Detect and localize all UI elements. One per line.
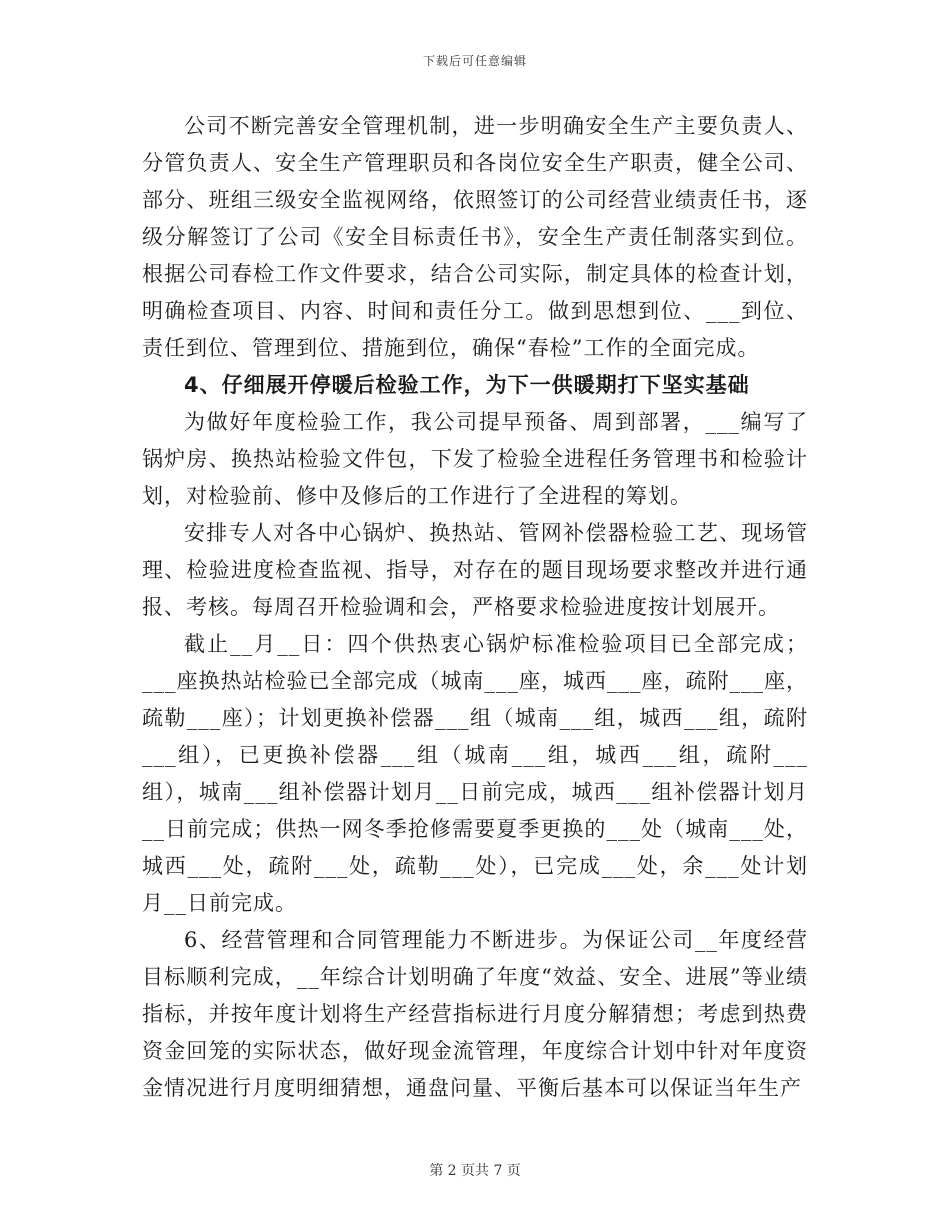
paragraph-safety-mechanism: 公司不断完善安全管理机制，进一步明确安全生产主要负责人、分管负责人、安全生产管理职员和各岗位安全生产职责，健全公司、部分、班组三级安全监视网络，依照签订的公司经营业绩责任书，逐级分解签订了公司《安全目标责任书》，安全生产责任制落实到位。根据公司春检工作文件要求，结合公司实际，制定具体的检查计划，明确检查项目、内容、时间和责任分工。做到思想到位、___到位、责任到位、管理到位、措施到位，确保“春检”工作的全面完成。	[142, 114, 808, 360]
paragraph-annual-inspection: 为做好年度检验工作，我公司提早预备、周到部署，___编写了锅炉房、换热站检验文件包，下发了检验全进程任务管理书和检验计划，对检验前、修中及修后的工作进行了全进程的筹划。	[142, 410, 808, 508]
paragraph-operations-management: 6、经营管理和合同管理能力不断进步。为保证公司__年度经营目标顺利完成，__年综合计划明确了年度“效益、安全、进展”等业绩指标，并按年度计划将生产经营指标进行月度分解猜想；考虑到热费资金回笼的实际状态，做好现金流管理，年度综合计划中针对年度资金情况进行月度明细猜想，通盘问量、平衡后基本可以保证当年生产	[142, 928, 808, 1100]
paragraph-progress-status: 截止__月__日：四个供热衷心锅炉标准检验项目已全部完成；___座换热站检验已全部完成（城南___座，城西___座，疏附___座，疏勒___座）；计划更换补偿器___组（城南___组，城西___组，疏附___组），已更换补偿器___组（城南___组，城西___组，疏附___组），城南___组补偿器计划月__日前完成，城西___组补偿器计划月__日前完成；供热一网冬季抢修需要夏季更换的___处（城南___处，城西___处，疏附___处，疏勒___处），已完成___处，余___处计划月__日前完成。	[142, 632, 808, 915]
page-number: 第 2 页共 7 页	[429, 1163, 521, 1179]
page-header: 下载后可任意编辑	[422, 54, 527, 68]
section-heading-inspection: 4、仔细展开停暖后检验工作，为下一供暖期打下坚实基础	[184, 373, 750, 397]
document-body	[142, 108, 808, 1107]
paragraph-supervision: 安排专人对各中心锅炉、换热站、管网补偿器检验工艺、现场管理、检验进度检查监视、指导，对存在的题目现场要求整改并进行通报、考核。每周召开检验调和会，严格要求检验进度按计划展开。	[142, 521, 808, 619]
